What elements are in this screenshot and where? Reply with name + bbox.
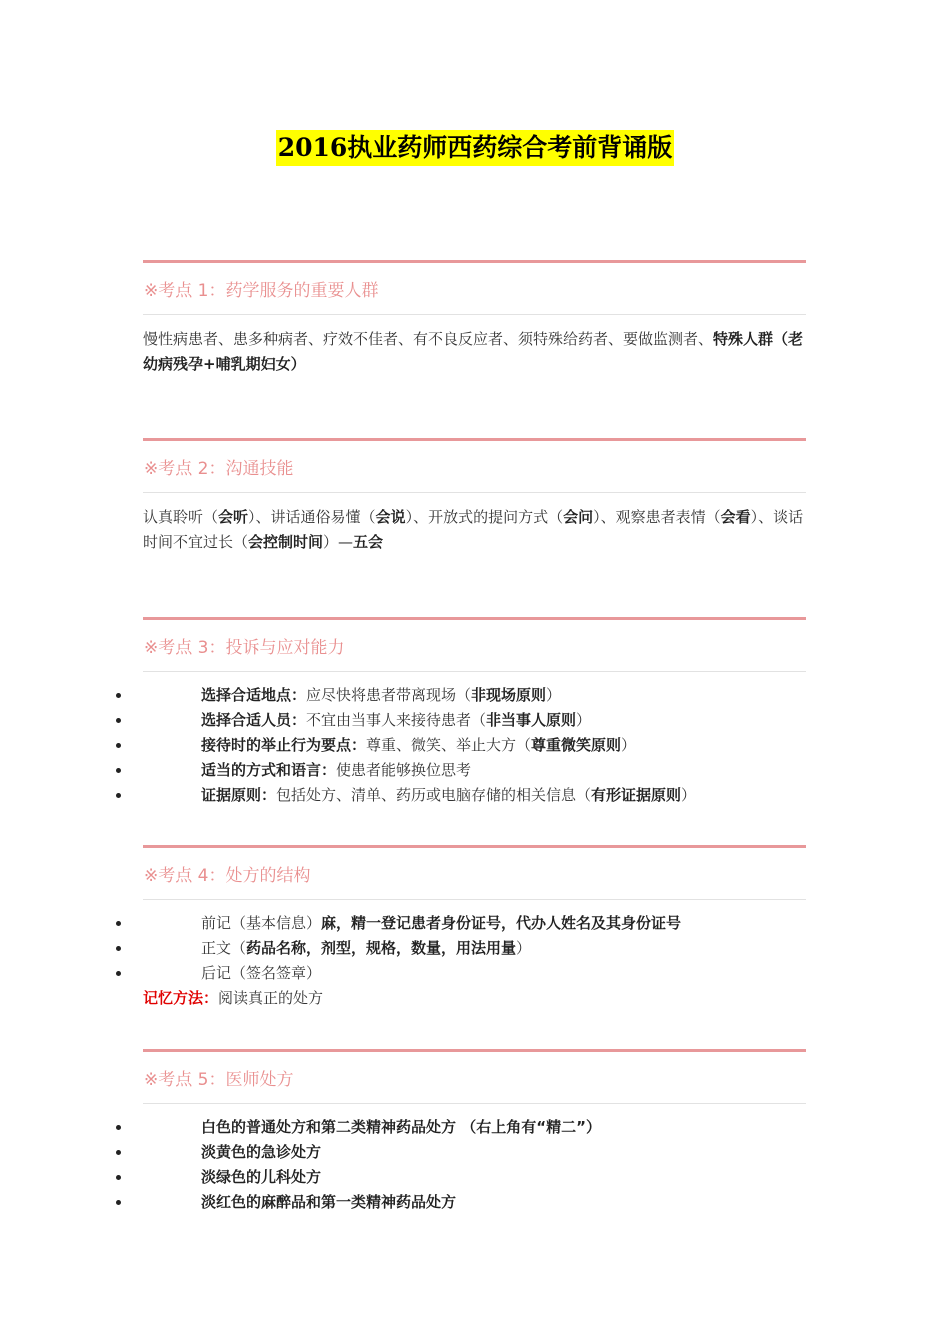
- item-text: 包括处方、清单、药历或电脑存储的相关信息（: [276, 786, 592, 804]
- paragraph-text: ）、讲话通俗易懂（: [248, 508, 376, 526]
- paragraph-bold-text: 会控制时间: [248, 533, 324, 551]
- paragraph-bold-text: 特殊人群（老幼病残孕+哺乳期妇女）: [143, 330, 804, 373]
- item-label: 适当的方式和语言：: [201, 761, 337, 779]
- item-text-end: ）: [546, 686, 562, 704]
- item-bold-text: 麻，精一登记患者身份证号，代办人姓名及其身份证号: [321, 914, 682, 932]
- list-item: [143, 911, 806, 936]
- list-item: [143, 758, 806, 783]
- bullet-icon: [116, 971, 121, 976]
- section-5: [143, 1049, 806, 1215]
- item-bold-text: 淡红色的麻醉品和第一类精神药品处方: [201, 1193, 457, 1211]
- title-wrap: [0, 130, 950, 166]
- memory-text: 阅读真正的处方: [218, 989, 324, 1007]
- item-label: 选择合适地点：: [201, 686, 307, 704]
- item-bold-text: 淡绿色的儿科处方: [201, 1168, 322, 1186]
- document-title: 2016执业药师西药综合考前背诵版: [276, 130, 675, 166]
- list-item: [143, 708, 806, 733]
- bullet-icon: [116, 946, 121, 951]
- item-label: 选择合适人员：: [201, 711, 307, 729]
- section-3: [143, 617, 806, 808]
- bullet-icon: [116, 1125, 121, 1130]
- paragraph-bold-text: 会听: [218, 508, 249, 526]
- bullet-icon: [116, 1200, 121, 1205]
- section-heading: ※考点 4：处方的结构: [144, 866, 311, 886]
- list-item: [143, 961, 806, 986]
- heading-underline: [143, 314, 806, 315]
- paragraph-text: ）、开放式的提问方式（: [405, 508, 564, 526]
- item-bold-text: 尊重微笑原则: [531, 736, 622, 754]
- section-divider: [143, 438, 806, 441]
- section-divider: [143, 1049, 806, 1052]
- list-item: [143, 1165, 806, 1190]
- item-text-end: ）: [576, 711, 592, 729]
- heading-underline: [143, 1103, 806, 1104]
- paragraph-text: ）、观察患者表情（: [593, 508, 721, 526]
- bullet-icon: [116, 1175, 121, 1180]
- item-label: 证据原则：: [201, 786, 277, 804]
- item-text: 正文（: [201, 939, 247, 957]
- item-text: 不宜由当事人来接待患者（: [306, 711, 487, 729]
- section-paragraph: [143, 505, 806, 555]
- item-text-end: ）: [516, 939, 532, 957]
- item-text-end: ）: [621, 736, 637, 754]
- list-item: [143, 1140, 806, 1165]
- section-1: [143, 260, 806, 377]
- section-heading: ※考点 2：沟通技能: [144, 459, 294, 479]
- section-divider: [143, 260, 806, 263]
- list-item: [143, 1115, 806, 1140]
- item-text: 后记（签名签章）: [201, 964, 322, 982]
- section-2: [143, 438, 806, 555]
- paragraph-text: ）—: [323, 533, 354, 551]
- section-4: [143, 845, 806, 1011]
- bullet-icon: [116, 718, 121, 723]
- section-heading: ※考点 1：药学服务的重要人群: [144, 281, 379, 301]
- bullet-icon: [116, 1150, 121, 1155]
- list-item: [143, 783, 806, 808]
- paragraph-bold-text: 会问: [563, 508, 594, 526]
- paragraph-bold-text: 五会: [353, 533, 384, 551]
- bullet-icon: [116, 743, 121, 748]
- bullet-icon: [116, 768, 121, 773]
- paragraph-text: 慢性病患者、患多种病者、疗效不佳者、有不良反应者、须特殊给药者、要做监测者、: [143, 330, 714, 348]
- item-bold-text: 有形证据原则: [591, 786, 682, 804]
- item-text: 尊重、微笑、举止大方（: [366, 736, 532, 754]
- bullet-list: [143, 911, 806, 986]
- section-divider: [143, 845, 806, 848]
- list-item: [143, 1190, 806, 1215]
- item-text: 使患者能够换位思考: [336, 761, 472, 779]
- item-bold-text: 非当事人原则: [486, 711, 577, 729]
- section-heading: ※考点 3：投诉与应对能力: [144, 638, 345, 658]
- bullet-list: [143, 1115, 806, 1215]
- heading-underline: [143, 492, 806, 493]
- section-paragraph: [143, 327, 806, 377]
- paragraph-bold-text: 会说: [375, 508, 406, 526]
- item-bold-text: 药品名称，剂型，规格，数量，用法用量: [246, 939, 517, 957]
- item-label: 接待时的举止行为要点：: [201, 736, 367, 754]
- memory-tip: [143, 986, 806, 1011]
- memory-label: 记忆方法：: [143, 989, 219, 1007]
- bullet-icon: [116, 693, 121, 698]
- item-bold-text: 白色的普通处方和第二类精神药品处方 （右上角有“精二”）: [201, 1118, 601, 1136]
- item-bold-text: 淡黄色的急诊处方: [201, 1143, 322, 1161]
- item-text-end: ）: [681, 786, 697, 804]
- paragraph-bold-text: 会看: [720, 508, 751, 526]
- bullet-icon: [116, 793, 121, 798]
- paragraph-text: 认真聆听（: [143, 508, 219, 526]
- item-text: 应尽快将患者带离现场（: [306, 686, 472, 704]
- item-text: 前记（基本信息）: [201, 914, 322, 932]
- item-bold-text: 非现场原则: [471, 686, 547, 704]
- list-item: [143, 683, 806, 708]
- list-item: [143, 733, 806, 758]
- bullet-icon: [116, 921, 121, 926]
- heading-underline: [143, 899, 806, 900]
- paragraph-text: ）、谈话时间不宜过长（: [143, 508, 804, 551]
- heading-underline: [143, 671, 806, 672]
- bullet-list: [143, 683, 806, 808]
- section-divider: [143, 617, 806, 620]
- list-item: [143, 936, 806, 961]
- section-heading: ※考点 5：医师处方: [144, 1070, 294, 1090]
